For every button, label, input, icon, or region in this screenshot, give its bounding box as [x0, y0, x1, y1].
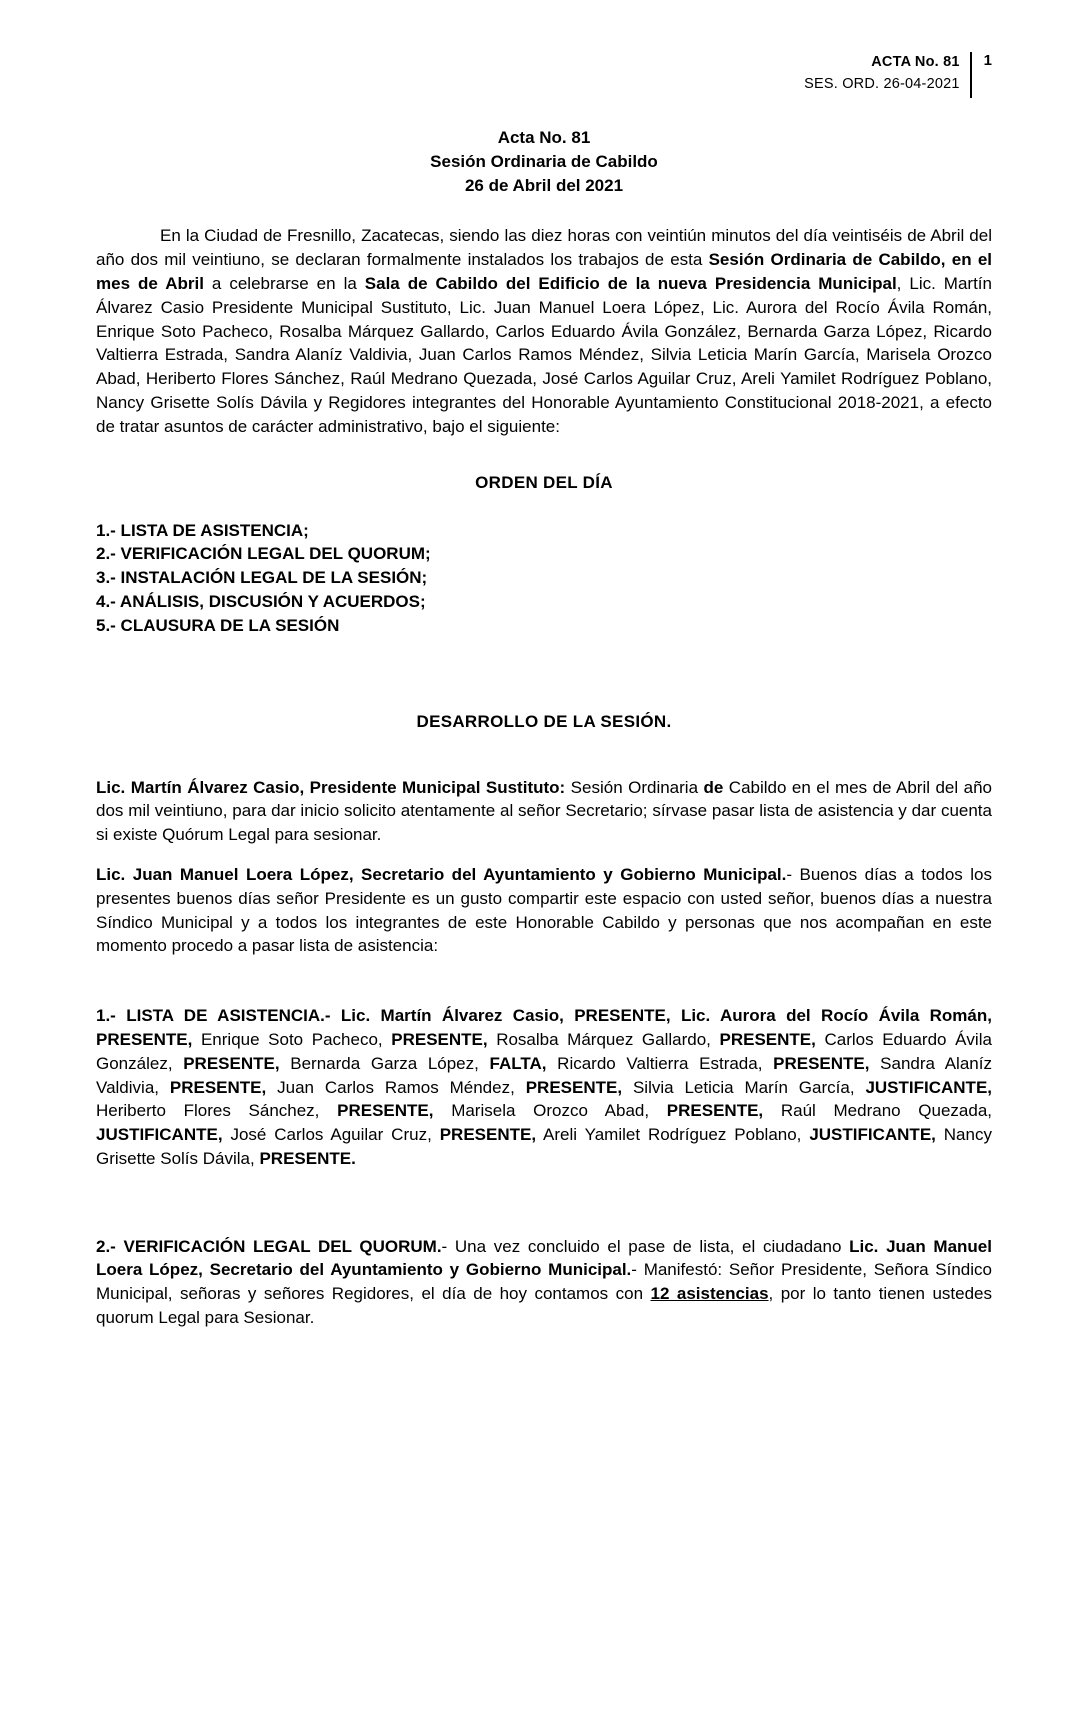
intro-bold-session: Sesión Ordinaria de Cabildo, en el mes de Abril: [96, 250, 992, 293]
roll-status: PRESENTE,: [666, 1101, 764, 1121]
roll-status: PRESENTE,: [525, 1077, 623, 1097]
verificacion-text-a: - Una vez concluido el pase de lista, el ciudadano: [441, 1236, 850, 1256]
speech-president-text-a: Sesión Ordinaria: [565, 777, 704, 797]
roll-status: PRESENTE.: [259, 1148, 356, 1168]
roll-name: Marisela Orozco Abad,: [451, 1101, 650, 1121]
speech-president-bold: de: [703, 777, 724, 797]
verificacion-text-b: - Manifestó: Señor Presidente, Señora Síndico Municipal, señoras y señores Regidores, el día de hoy contamos con: [96, 1260, 992, 1304]
roll-name: Lic. Martín Álvarez Casio,: [340, 1006, 564, 1026]
agenda-item: 4.- ANÁLISIS, DISCUSIÓN Y ACUERDOS;: [96, 591, 426, 611]
roll-status: PRESENTE,: [574, 1006, 671, 1026]
speech-president-text-c: Cabildo en el mes de Abril del año dos mil veintiuno, para dar inicio solicito atentamente al señor Secretario; sírvase pasar lista de asistencia y dar cuenta si existe Quórum Legal para sesionar.: [96, 777, 992, 845]
speaker-secretary: Lic. Juan Manuel Loera López, Secretario del Ayuntamiento y Gobierno Municipal.: [96, 864, 787, 884]
roll-name: Carlos Eduardo Ávila González,: [96, 1029, 992, 1073]
header-session-date: SES. ORD. 26-04-2021: [804, 75, 960, 92]
agenda-item: 2.- VERIFICACIÓN LEGAL DEL QUORUM;: [96, 544, 431, 564]
roll-name: Juan Carlos Ramos Méndez,: [277, 1077, 515, 1097]
desarrollo-heading: DESARROLLO DE LA SESIÓN.: [416, 711, 672, 731]
roll-name: Raúl Medrano Quezada,: [780, 1101, 993, 1121]
intro-segment-2: a celebrarse en la: [203, 273, 365, 293]
roll-status: JUSTIFICANTE,: [865, 1077, 992, 1097]
agenda-item: 1.- LISTA DE ASISTENCIA;: [96, 520, 309, 540]
roll-name: Silvia Leticia Marín García,: [632, 1077, 855, 1097]
agenda-item: 3.- INSTALACIÓN LEGAL DE LA SESIÓN;: [96, 568, 428, 588]
roll-name: Bernarda Garza López,: [290, 1053, 479, 1073]
roll-status: PRESENTE,: [773, 1053, 870, 1073]
spacer: [96, 974, 992, 1004]
page-number: 1: [970, 52, 992, 98]
speech-secretary-text: - Buenos días a todos los presentes buenos días señor Presidente es un gusto compartir este espacio con usted señor, buenos días a nuestra Síndico Municipal y a todos los integrantes de este Honorable Cabildo y personas que nos acompañan en este momento procedo a pasar lista de asistencia:: [96, 864, 992, 956]
title-line-date: 26 de Abril del 2021: [464, 176, 624, 196]
title-line-session: Sesión Ordinaria de Cabildo: [430, 152, 658, 172]
roll-name: Enrique Soto Pacheco,: [200, 1029, 383, 1049]
roll-status: PRESENTE,: [439, 1125, 537, 1145]
roll-status: PRESENTE,: [391, 1029, 488, 1049]
roll-name: Areli Yamilet Rodríguez Poblano,: [543, 1125, 802, 1145]
roll-name: Lic. Aurora del Rocío Ávila Román,: [680, 1006, 992, 1026]
roll-status: JUSTIFICANTE,: [96, 1125, 223, 1145]
roll-status: PRESENTE,: [183, 1053, 280, 1073]
lista-de-asistencia-paragraph: [96, 1004, 992, 1171]
intro-segment-1: En la Ciudad de Fresnillo, Zacatecas, siendo las diez horas con veintiún minutos del día veintiséis de Abril del año dos mil veintiuno, se declaran formalmente instalados los trabajos de esta: [96, 226, 992, 270]
verificacion-label: 2.- VERIFICACIÓN LEGAL DEL QUORUM.: [96, 1236, 442, 1256]
roll-status: PRESENTE,: [96, 1029, 193, 1049]
spacer: [96, 648, 992, 678]
intro-segment-3: , Lic. Martín Álvarez Casio Presidente Municipal Sustituto, Lic. Juan Manuel Loera López, Lic. Aurora del Rocío Ávila Román, Enrique Soto Pacheco, Rosalba Márquez Gallardo, Carlos Eduardo Ávila González, Bernarda Garza López, Ricardo Valtierra Estrada, Sandra Alaníz Valdivia, Juan Carlos Ramos Méndez, Silvia Leticia Marín García, Marisela Orozco Abad, Heriberto Flores Sánchez, Raúl Medrano Quezada, José Carlos Aguilar Cruz, Areli Yamilet Rodríguez Poblano, Nancy Grisette Solís Dávila y Regidores integrantes del Honorable Ayuntamiento Constitucional 2018-2021, a efecto de tratar asuntos de carácter administrativo, bajo el siguiente:: [96, 273, 992, 436]
roll-name: José Carlos Aguilar Cruz,: [230, 1125, 432, 1145]
verificacion-text-c: , por lo tanto tienen ustedes quorum Legal para Sesionar.: [96, 1284, 993, 1328]
intro-paragraph: [96, 224, 992, 438]
speaker-president: Lic. Martín Álvarez Casio, Presidente Municipal Sustituto:: [96, 777, 566, 797]
verificacion-quorum-paragraph: [96, 1235, 992, 1330]
lista-label: 1.- LISTA DE ASISTENCIA.-: [96, 1006, 341, 1026]
roll-status: PRESENTE,: [169, 1077, 267, 1097]
roll-name: Sandra Alaníz Valdivia,: [96, 1053, 992, 1097]
verificacion-attendance-count: 12 asistencias: [650, 1284, 769, 1304]
spacer: [96, 1217, 992, 1235]
document-title: [96, 126, 992, 198]
verificacion-speaker: Lic. Juan Manuel Loera López, Secretario del Ayuntamiento y Gobierno Municipal.: [96, 1236, 992, 1280]
roll-name: Ricardo Valtierra Estrada,: [557, 1053, 763, 1073]
header-reference: [804, 52, 970, 96]
agenda-item: 5.- CLAUSURA DE LA SESIÓN: [96, 615, 340, 635]
roll-name: Rosalba Márquez Gallardo,: [496, 1029, 711, 1049]
agenda-list: [96, 519, 992, 638]
roll-status: FALTA,: [489, 1053, 547, 1073]
orden-del-dia-heading: ORDEN DEL DÍA: [475, 472, 613, 492]
header-acta-number: ACTA No. 81: [871, 54, 960, 70]
roll-name: Heriberto Flores Sánchez,: [96, 1101, 320, 1121]
roll-status: PRESENTE,: [719, 1029, 816, 1049]
roll-status: JUSTIFICANTE,: [809, 1125, 936, 1145]
page-header: [96, 52, 992, 98]
speech-secretary: [96, 863, 992, 958]
speech-president: [96, 776, 992, 847]
spacer: [96, 1187, 992, 1217]
roll-status: PRESENTE,: [337, 1101, 434, 1121]
title-line-acta: Acta No. 81: [497, 128, 591, 147]
intro-bold-venue: Sala de Cabildo del Edificio de la nueva Presidencia Municipal: [364, 273, 897, 293]
spacer: [96, 758, 992, 776]
roll-name: Nancy Grisette Solís Dávila,: [96, 1125, 992, 1168]
